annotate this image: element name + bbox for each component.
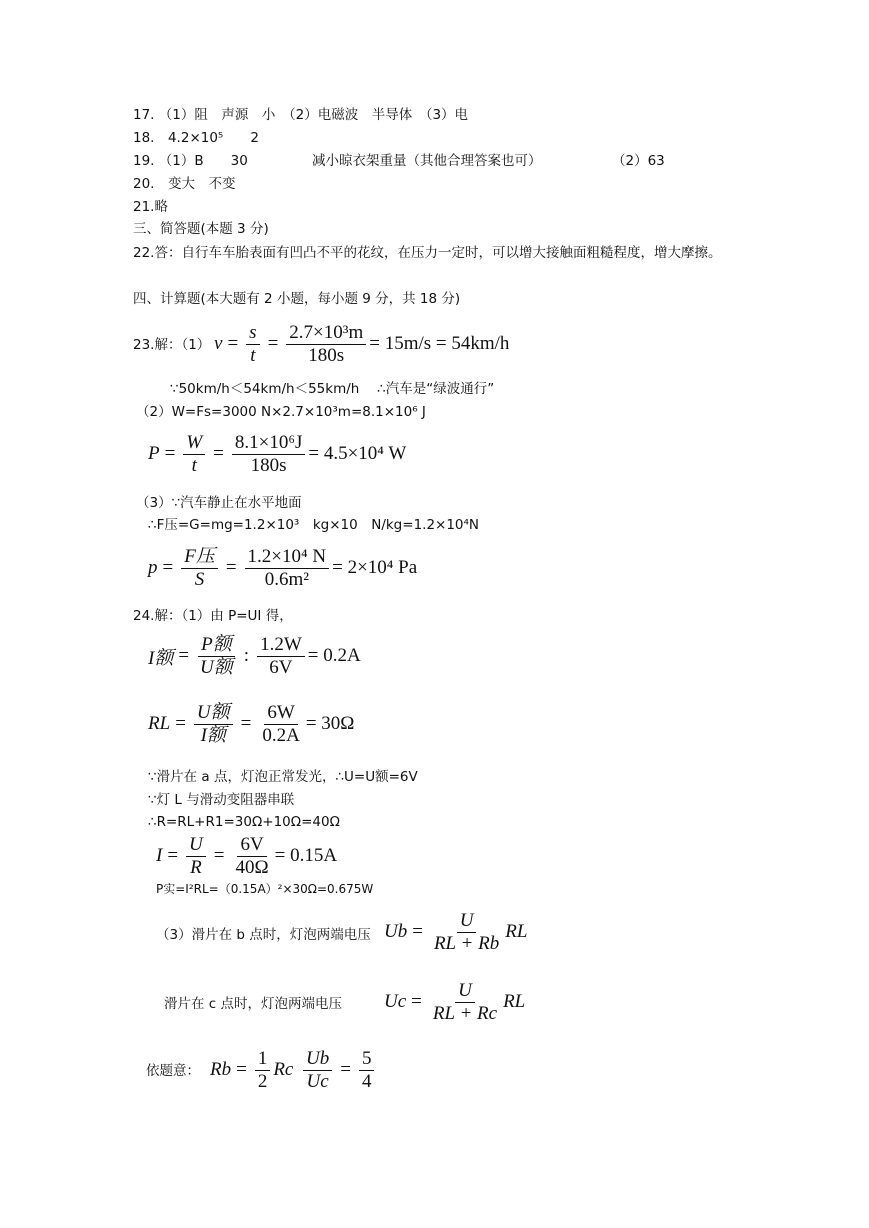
section-4-heading: 四、计算题(本大题有 2 小题，每小题 9 分，共 18 分) (133, 291, 461, 307)
f6-eq2: = (213, 845, 225, 867)
f8-frac1: $\frac{U}{RL + Rc}$ (432, 980, 498, 1024)
f4-rhs: = 0.2A (307, 645, 361, 667)
f6-lhs: I (156, 845, 163, 867)
answer-19-part1: 19. （1）B 30 (133, 153, 248, 169)
f2-lhs: P (148, 443, 160, 465)
q24-intro: 24.解：（1）由 P=UI 得， (133, 608, 293, 624)
f2-frac1: $\frac{W}{t}$ (183, 432, 205, 477)
answer-17: 17. （1）阻 声源 小 （2）电磁波 半导体 （3）电 (133, 107, 469, 123)
f8-eq1: = (411, 991, 422, 1013)
answer-20: 20. 变大 不变 (133, 176, 236, 192)
answer-18: 18. 4.2×10⁵ 2 (133, 130, 259, 146)
formula-rb (210, 1048, 293, 1093)
f4-frac1: $\frac{\text{P额}}{\text{U额}}$ (200, 634, 233, 678)
f3-rhs: = 2×10⁴ Pa (332, 557, 418, 579)
formula-speed (214, 322, 509, 367)
f9-lhs: Rb (210, 1059, 232, 1081)
formula-power (148, 432, 406, 477)
f4-eq1: = (178, 645, 190, 667)
f3-frac1: $\frac{\text{F压}}{S}$ (181, 546, 218, 591)
f10-eq1: = (340, 1059, 351, 1081)
f5-rhs: = 30Ω (305, 713, 355, 735)
f9-eq1: = (236, 1059, 247, 1081)
f1-eq2: = (267, 333, 279, 355)
f8-tail: RL (503, 991, 526, 1013)
f1-frac1: $\frac{s}{t}$ (246, 322, 259, 367)
f5-frac1: $\frac{\text{U额}}{\text{I额}}$ (194, 702, 233, 747)
f3-frac2: $\frac{\text{1.2×10⁴ N}}{\text{0.6m²}}$ (245, 546, 330, 591)
q23-part3: （3）∵汽车静止在水平地面 (136, 495, 302, 511)
answer-19-part3: （2）63 (612, 153, 665, 169)
f6-frac1: $\frac{U}{R}$ (186, 834, 206, 879)
f5-eq2: = (240, 713, 252, 735)
f2-frac2: $\frac{\text{8.1×10⁶J}}{180s}$ (232, 432, 305, 477)
q24-line-d: P实=I²RL=（0.15A）²×30Ω=0.675W (156, 882, 374, 896)
formula-rated-current (148, 634, 361, 679)
f1-lhs: v (214, 333, 223, 355)
formula-pressure (148, 546, 417, 591)
f4-lhs: I额 (148, 647, 174, 669)
f3-lhs: p (148, 557, 158, 579)
q23-part2: （2）W=Fs=3000 N×2.7×10³m=8.1×10⁶ J (136, 404, 426, 420)
f9-frac1: $\frac{1}{2}$ (255, 1048, 271, 1093)
formula-uc (384, 980, 525, 1025)
f7-eq1: = (412, 921, 423, 943)
f1-frac2: $\frac{\text{2.7×10³m}}{180s}$ (286, 322, 366, 367)
f6-eq1: = (167, 845, 179, 867)
f4-eq2: : (243, 645, 250, 667)
f5-lhs: RL (148, 713, 171, 735)
f8-lhs: Uc (384, 991, 407, 1013)
f6-rhs: = 0.15A (274, 845, 338, 867)
f4-frac2: $\frac{1.2W}{6V}$ (257, 634, 305, 679)
formula-ratio (300, 1048, 377, 1093)
answer-22: 22.答：自行车车胎表面有凹凸不平的花纹，在压力一定时，可以增大接触面粗糙程度，增大摩擦。 (133, 245, 722, 261)
q24-line-a: ∵滑片在 a 点，灯泡正常发光，∴U=U额=6V (148, 769, 418, 785)
f3-eq2: = (225, 557, 237, 579)
q24-line-b: ∵灯 L 与滑动变阻器串联 (148, 792, 295, 808)
q23-intro: 23.解：（1） (133, 337, 211, 353)
answer-21: 21.略 (133, 199, 168, 215)
f2-rhs: = 4.5×10⁴ W (308, 443, 407, 465)
q24-3-condition: 依题意： (146, 1063, 200, 1079)
f6-frac2: $\frac{6V}{40\Omega}$ (235, 834, 269, 878)
f2-eq1: = (164, 443, 176, 465)
answer-19-part2: 减小晾衣架重量（其他合理答案也可） (312, 153, 542, 169)
formula-lamp-resistance (148, 702, 354, 747)
f3-eq1: = (162, 557, 174, 579)
q24-3-line-c: 滑片在 c 点时，灯泡两端电压 (164, 996, 343, 1012)
formula-current (156, 834, 337, 879)
f7-tail: RL (505, 921, 528, 943)
q24-line-c: ∴R=RL+R1=30Ω+10Ω=40Ω (148, 814, 340, 830)
q23-because: ∵50km/h＜54km/h＜55km/h ∴汽车是“绿波通行” (170, 381, 495, 397)
f2-eq2: = (213, 443, 224, 465)
f7-frac1: $\frac{U}{RL + Rb}$ (433, 910, 500, 954)
f5-frac2: $\frac{6W}{0.2A}$ (262, 702, 300, 746)
f10-frac2: $\frac{5}{4}$ (359, 1048, 375, 1093)
section-3-heading: 三、简答题(本题 3 分) (133, 221, 269, 237)
f9-tail: Rc (273, 1059, 294, 1081)
formula-ub (384, 910, 527, 955)
f10-frac1: $\frac{Ub}{Uc}$ (303, 1048, 332, 1093)
q23-part3-force: ∴F压=G=mg=1.2×10³ kg×10 N/kg=1.2×10⁴N (148, 517, 480, 533)
q24-3-line-b: （3）滑片在 b 点时，灯泡两端电压 (156, 927, 371, 943)
f7-lhs: Ub (384, 921, 408, 943)
f5-eq1: = (175, 713, 186, 735)
f1-rhs: = 15m/s = 54km/h (369, 333, 510, 355)
f1-eq1: = (227, 333, 239, 355)
